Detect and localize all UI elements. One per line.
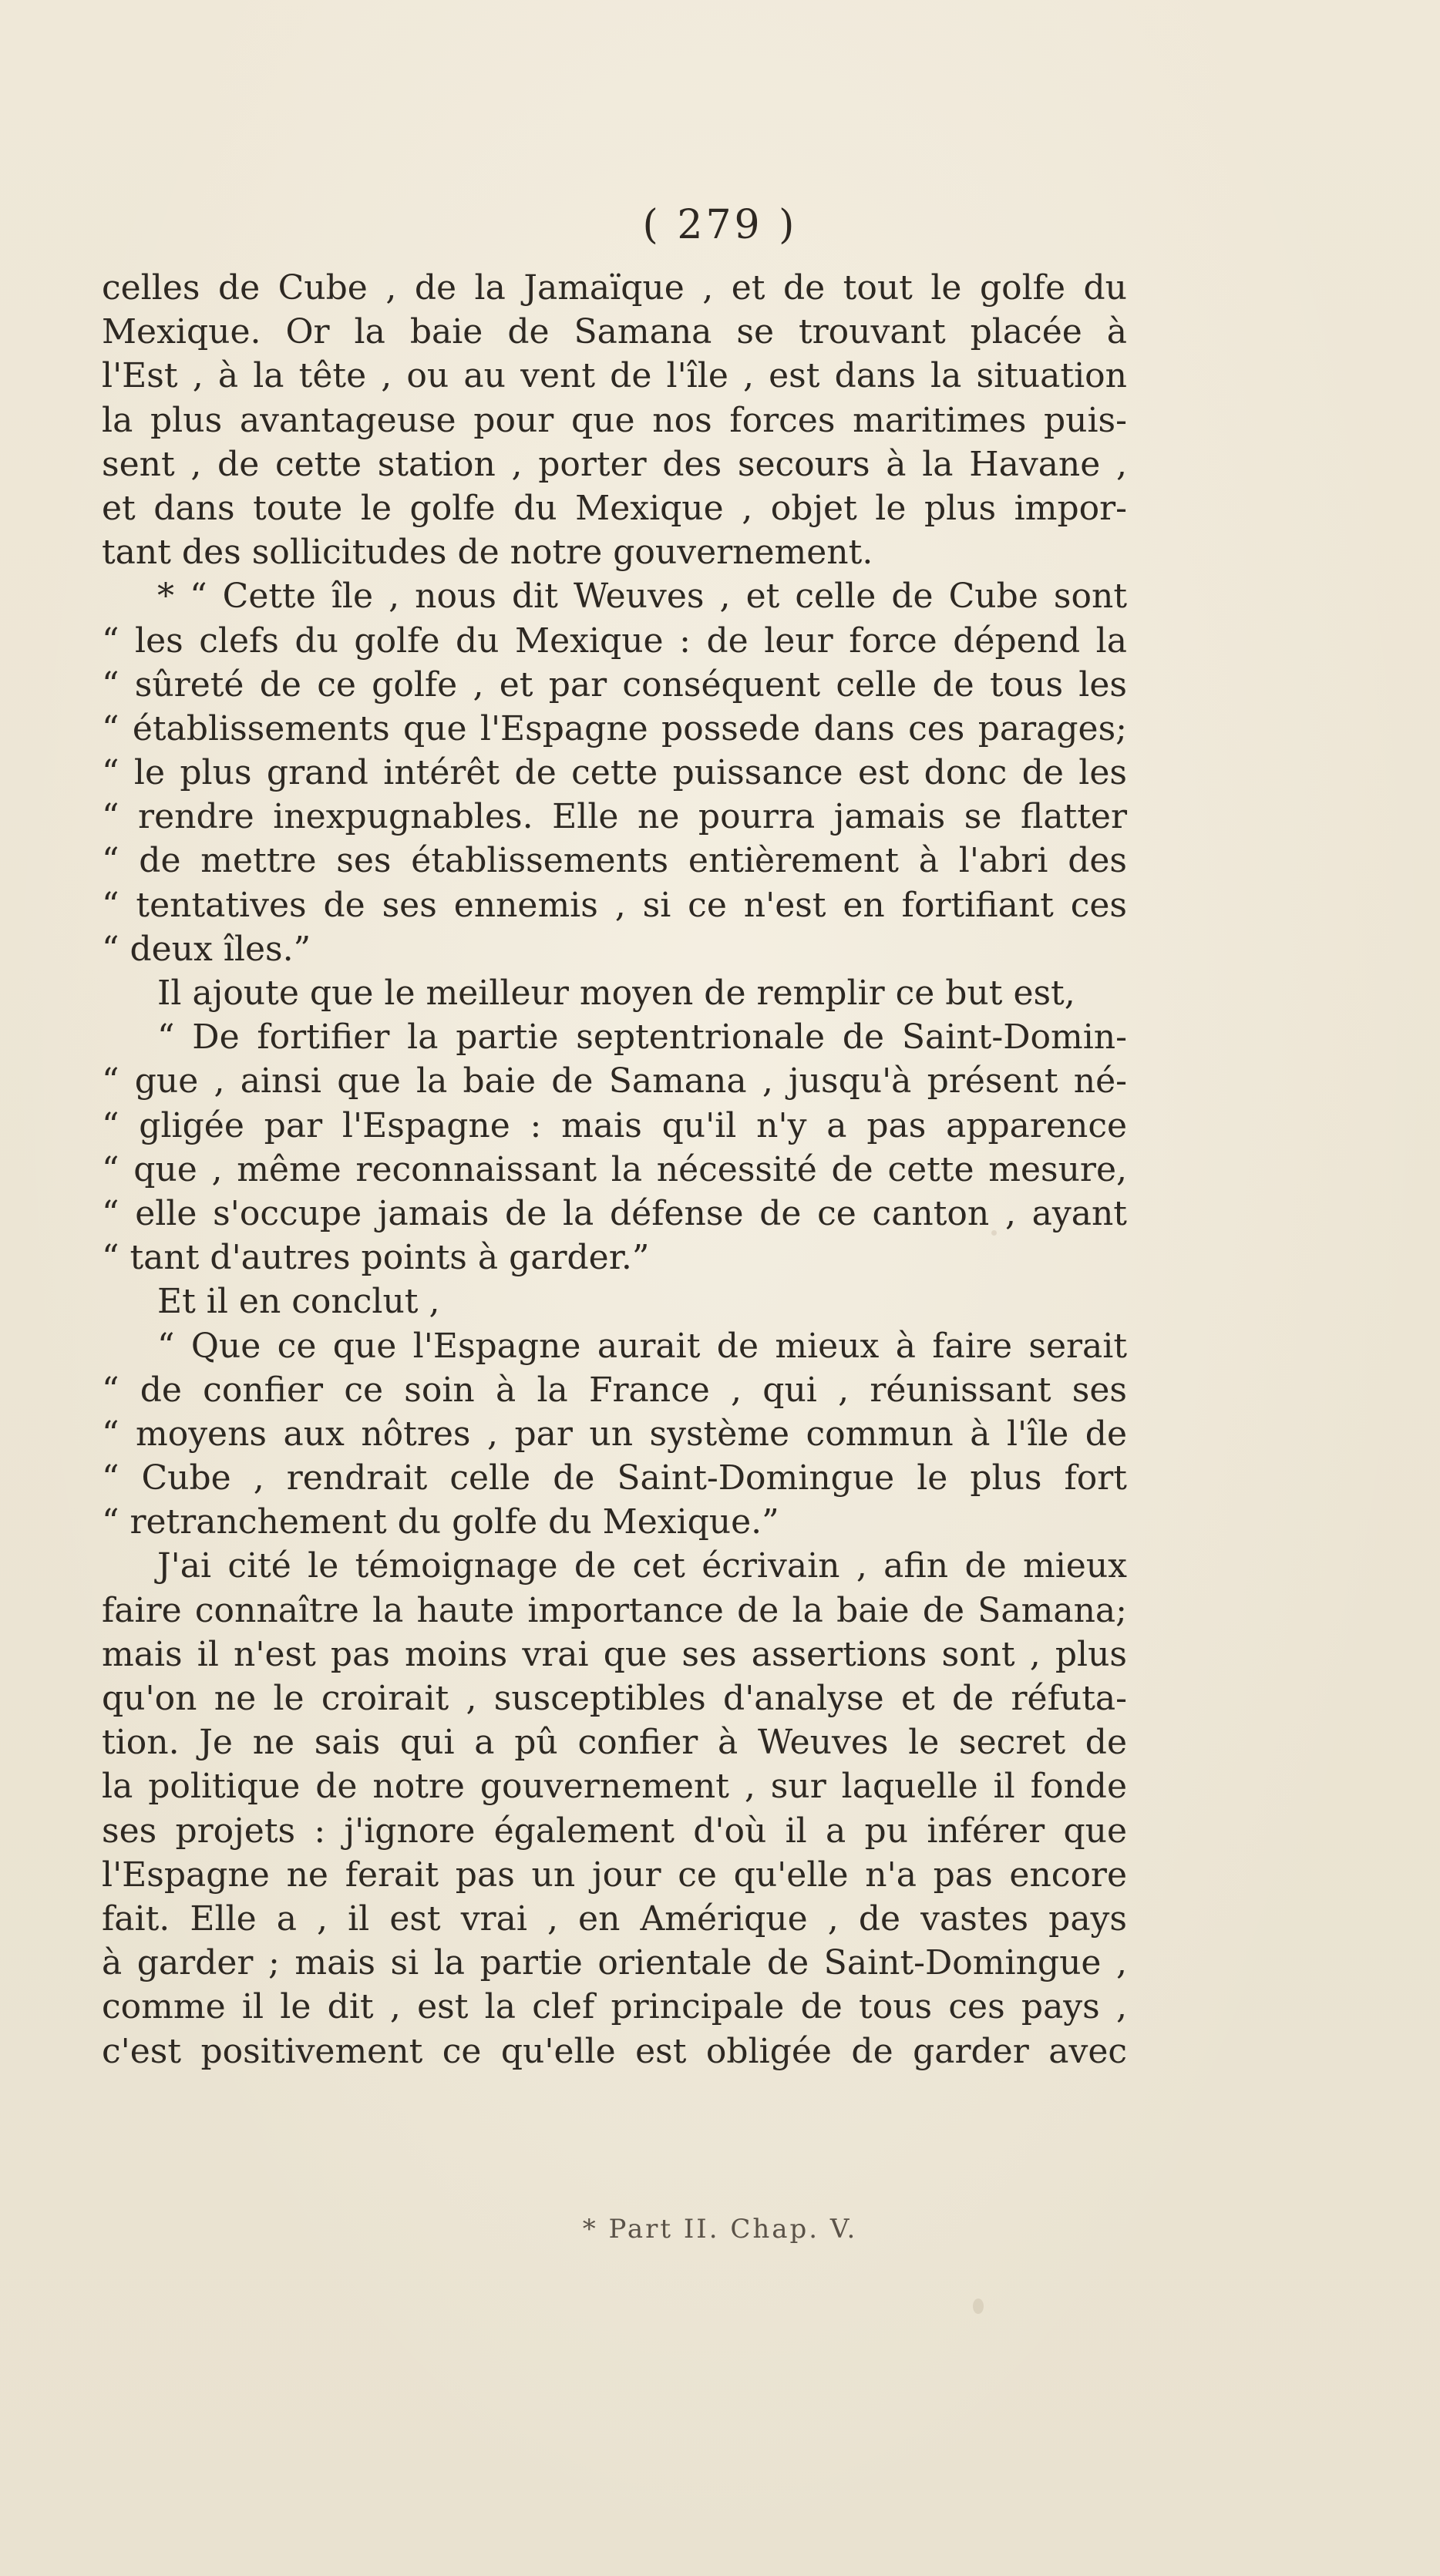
text-line: “ sûreté de ce golfe , et par conséquent celle de tous les — [102, 664, 1127, 705]
text-line: Mexique. Or la baie de Samana se trouvant placée à — [102, 312, 1127, 352]
text-line: “ établissements que l'Espagne possede dans ces parages; — [102, 708, 1127, 748]
text-line: qu'on ne le croirait , susceptibles d'analyse et de réfuta- — [102, 1679, 1127, 1718]
body-text — [102, 266, 1127, 2073]
text-line: l'Est , à la tête , ou au vent de l'île , est dans la situation — [102, 356, 1127, 396]
text-line: mais il n'est pas moins vrai que ses assertions sont , plus — [102, 1634, 1127, 1674]
text-line: la politique de notre gouvernement , sur laquelle il fonde — [102, 1767, 1127, 1807]
text-line: “ gue , ainsi que la baie de Samana , jusqu'à présent né- — [102, 1061, 1127, 1101]
text-line: * “ Cette île , nous dit Weuves , et celle de Cube sont — [157, 577, 1127, 617]
text-line: “ Cube , rendrait celle de Saint-Domingue le plus fort — [102, 1458, 1127, 1498]
text-line: faire connaître la haute importance de la baie de Samana; — [102, 1590, 1127, 1630]
paper-stain — [973, 2299, 984, 2314]
text-line: à garder ; mais si la partie orientale de Saint-Domingue , — [102, 1943, 1127, 1983]
text-line: comme il le dit , est la clef principale de tous ces pays , — [102, 1987, 1127, 2027]
text-line: “ Que ce que l'Espagne aurait de mieux à faire serait — [157, 1326, 1127, 1366]
text-line: “ de mettre ses établissements entièrement à l'abri des — [102, 841, 1127, 881]
text-line: fait. Elle a , il est vrai , en Amérique , de vastes pays — [102, 1898, 1127, 1939]
text-line: “ deux îles.” — [102, 929, 311, 969]
text-line: “ les clefs du golfe du Mexique : de leur force dépend la — [102, 620, 1127, 661]
text-line: et dans toute le golfe du Mexique , objet le plus impor- — [102, 488, 1127, 528]
text-line: Et il en conclut , — [157, 1282, 440, 1322]
text-line: “ De fortifier la partie septentrionale de Saint-Domin- — [157, 1017, 1127, 1058]
text-line: “ le plus grand intérêt de cette puissance est donc de les — [102, 753, 1127, 793]
text-line: J'ai cité le témoignage de cet écrivain , afin de mieux — [157, 1546, 1127, 1586]
text-line: “ elle s'occupe jamais de la défense de ce canton , ayant — [102, 1193, 1127, 1233]
text-line: “ retranchement du golfe du Mexique.” — [102, 1502, 779, 1542]
text-line: la plus avantageuse pour que nos forces maritimes puis- — [102, 400, 1127, 440]
text-line: tant des sollicitudes de notre gouvernement. — [102, 533, 873, 573]
text-line: “ de confier ce soin à la France , qui , réunissant ses — [102, 1370, 1127, 1410]
text-line: “ que , même reconnaissant la nécessité de cette mesure, — [102, 1149, 1127, 1189]
text-line: “ rendre inexpugnables. Elle ne pourra jamais se flatter — [102, 797, 1127, 837]
text-line: l'Espagne ne ferait pas un jour ce qu'elle n'a pas encore — [102, 1855, 1127, 1895]
text-line: celles de Cube , de la Jamaïque , et de tout le golfe du — [102, 268, 1127, 308]
text-line: “ tentatives de ses ennemis , si ce n'est en fortifiant ces — [102, 885, 1127, 925]
text-line: “ moyens aux nôtres , par un système commun à l'île de — [102, 1414, 1127, 1454]
text-line: Il ajoute que le meilleur moyen de remplir ce but est, — [157, 974, 1075, 1013]
page-number: ( 279 ) — [642, 202, 798, 248]
text-line: c'est positivement ce qu'elle est obligée de garder avec — [102, 2031, 1127, 2071]
text-line: “ tant d'autres points à garder.” — [102, 1238, 650, 1278]
footnote: * Part II. Chap. V. — [582, 2214, 858, 2245]
text-line: tion. Je ne sais qui a pû confier à Weuves le secret de — [102, 1723, 1127, 1763]
text-line: ses projets : j'ignore également d'où il a pu inférer que — [102, 1811, 1127, 1851]
text-line: sent , de cette station , porter des secours à la Havane , — [102, 444, 1127, 484]
text-line: “ gligée par l'Espagne : mais qu'il n'y a pas apparence — [102, 1105, 1127, 1145]
